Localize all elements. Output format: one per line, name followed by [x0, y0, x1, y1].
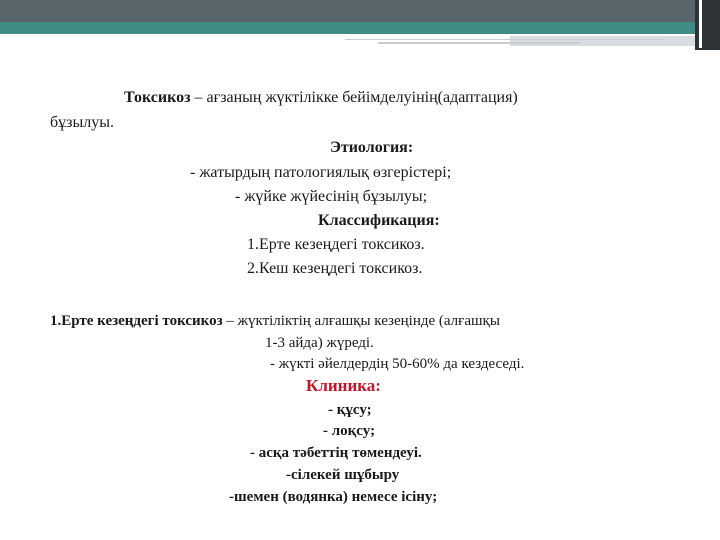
classification-item: 1.Ерте кезеңдегі токсикоз.	[247, 236, 425, 253]
clinic-item: - лоқсу;	[323, 423, 376, 439]
header-bar-dark	[0, 0, 720, 22]
clinic-item: - құсу;	[328, 402, 372, 418]
etiology-heading: Этиология:	[330, 139, 414, 156]
early-definition: – жүктіліктің алғашқы кезеңінде (алғашқы	[222, 313, 500, 329]
header-rule-2	[378, 42, 580, 44]
early-term: 1.Ерте кезеңдегі токсикоз	[50, 313, 223, 329]
classification-heading: Классификация:	[318, 212, 440, 229]
clinic-item: - асқа тәбеттің төмендеуі.	[250, 445, 422, 461]
intro-term: Токсикоз	[124, 89, 191, 106]
early-line-3: - жүкті әйелдердің 50-60% да кездеседі.	[270, 356, 525, 372]
clinic-item: -шемен (водянка) немесе ісіну;	[229, 489, 438, 505]
header-rule-1	[345, 39, 665, 40]
etiology-item: - жатырдың патологиялық өзгерістері;	[190, 164, 452, 181]
clinic-heading: Клиника:	[306, 376, 381, 395]
early-line-2: 1-3 айда) жүреді.	[265, 335, 374, 351]
header-bar-gray	[510, 36, 720, 46]
early-line-1	[50, 311, 500, 331]
etiology-item: - жүйке жүйесінің бұзылуы;	[235, 188, 428, 205]
clinic-item: -сілекей шұбыру	[286, 467, 400, 483]
header-bar-teal	[0, 22, 720, 34]
classification-item: 2.Кеш кезеңдегі токсикоз.	[247, 260, 423, 277]
intro-definition: – ағзаның жүктілікке бейімделуінің(адаптация)	[190, 89, 518, 106]
intro-line-2: бұзылуы.	[50, 114, 114, 131]
header-corner-stripe	[699, 0, 702, 48]
intro-line-1	[124, 88, 518, 108]
